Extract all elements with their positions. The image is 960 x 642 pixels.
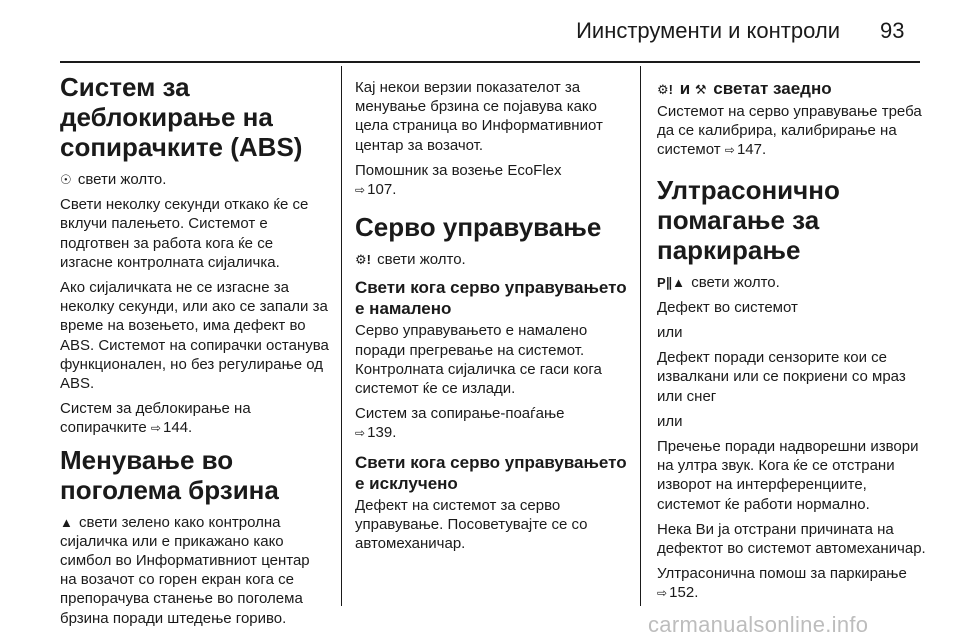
- abs-ref-link[interactable]: 144.: [163, 419, 193, 437]
- steering-warning-icon: ⚙!: [657, 82, 673, 97]
- parking-ref-text: Ултрасонична помош за паркирање: [657, 565, 907, 583]
- header-rule: [60, 61, 920, 63]
- shift-p1-text: свети зелено како контролна сијаличка или е прикажано како симбол во Информативниот центар на возачот со горен екран кога се препорачува станење во поголема брзина поради штедење гориво.: [60, 513, 310, 627]
- column-1: [60, 66, 330, 634]
- steering-warning-icon: ⚙!: [355, 252, 371, 268]
- servo-reduced-paragraph: Серво управувањето е намалено поради прегревање на системот. Контролната сијаличка се гаси кога системот ќе се излади.: [355, 322, 602, 398]
- footer-watermark: carmanualsonline.info: [648, 612, 869, 637]
- parking-paragraph-6: Пречење поради надворешни извори на ултра звук. Кога ќе се отстрани изворот на интерференциите, системот ќе работи нормално.: [657, 438, 919, 513]
- shift-heading: Менување во поголема брзина: [60, 444, 279, 505]
- abs-ref-text: Систем за деблокирање на сопирачките: [60, 400, 251, 437]
- both-lights-heading: [657, 78, 927, 100]
- abs-paragraph-3: Ако сијаличката не се изгасне за неколку секунди, или ако се запали за време на возењето, има дефект во ABS. Системот на сопирачки останува функционален, но без регулирање од ABS.: [60, 279, 329, 393]
- abs-warning-icon: ☉: [60, 172, 72, 187]
- ref-arrow-icon: ⇨: [355, 183, 366, 198]
- page-header-title: Иинструменти и контроли: [576, 18, 840, 43]
- shift-paragraph-2: Кај некои верзии показателот за менување брзина се појавува како цела страница во Информативниот центар за возачот.: [355, 79, 603, 154]
- servo-p1-text: свети жолто.: [377, 251, 466, 269]
- ref-arrow-icon: ⇨: [355, 426, 366, 441]
- parking-heading: Ултрасонично помагање за паркирање: [657, 174, 840, 265]
- column-divider-1: [341, 66, 342, 606]
- parking-paragraph-2: Дефект во системот: [657, 298, 798, 316]
- stop-start-ref-link[interactable]: 139.: [367, 424, 397, 442]
- service-wrench-icon: ⚒: [694, 82, 707, 97]
- calibration-ref-link[interactable]: 147.: [736, 141, 767, 159]
- parking-p1-text: свети жолто.: [691, 273, 780, 291]
- ref-arrow-icon: ⇨: [657, 586, 668, 601]
- servo-subheading-reduced: Свети кога серво управувањето е намалено: [355, 278, 627, 319]
- ecoflex-ref-text: Помошник за возење EcoFlex: [355, 161, 562, 179]
- parking-paragraph-7: Нека Ви ја отстрани причината на дефектот во системот автомеханичар.: [657, 520, 926, 558]
- parking-sensor-icon: P∥▲: [657, 274, 686, 290]
- ecoflex-ref-link[interactable]: 107.: [367, 181, 397, 199]
- servo-reduced-ref: [355, 404, 633, 443]
- abs-paragraph-2: Свети неколку секунди откако ќе се вклучи палењето. Системот е подготвен за работа кога ќе се изгасне контролната сијаличка.: [60, 196, 309, 271]
- ref-arrow-icon: ⇨: [724, 143, 735, 158]
- abs-paragraph-4: [60, 399, 330, 438]
- ref-arrow-icon: ⇨: [150, 421, 161, 436]
- parking-paragraph-3: или: [657, 324, 683, 342]
- shift-paragraph-3: [355, 161, 633, 200]
- servo-heading: Серво управување: [355, 212, 602, 243]
- column-3: [657, 78, 927, 610]
- column-2: [355, 78, 633, 559]
- page-number: 93: [880, 18, 905, 43]
- both-p1-text: Системот на серво управување треба да се калибрира, калибрирање на системот: [657, 103, 922, 159]
- servo-paragraph-1: [355, 250, 633, 269]
- abs-heading: Систем за деблокирање на сопирачките (ABS): [60, 72, 303, 162]
- shift-paragraph-1: [60, 513, 330, 628]
- both-heading-text: светат заедно: [713, 79, 832, 98]
- parking-paragraph-4: Дефект поради сензорите кои се извалкани или се покриени со мраз или снег: [657, 349, 906, 405]
- parking-paragraph-5: или: [657, 412, 683, 430]
- servo-off-paragraph: Дефект на системот за серво управување. Посоветувајте се со автомеханичар.: [355, 496, 588, 553]
- both-heading-and: и: [679, 79, 691, 98]
- abs-paragraph-1: [60, 170, 330, 189]
- parking-paragraph-1: [657, 273, 927, 292]
- abs-p1-text: свети жолто.: [77, 171, 167, 188]
- servo-subheading-off: Свети кога серво управувањето е исклучено: [355, 452, 627, 493]
- both-lights-paragraph: [657, 102, 927, 161]
- shift-up-icon: ▲: [60, 514, 73, 530]
- stop-start-ref-text: Систем за сопирање-поаѓање: [355, 405, 565, 423]
- column-divider-2: [640, 66, 641, 606]
- parking-ref-link[interactable]: 152.: [669, 584, 699, 602]
- parking-paragraph-8: [657, 564, 927, 603]
